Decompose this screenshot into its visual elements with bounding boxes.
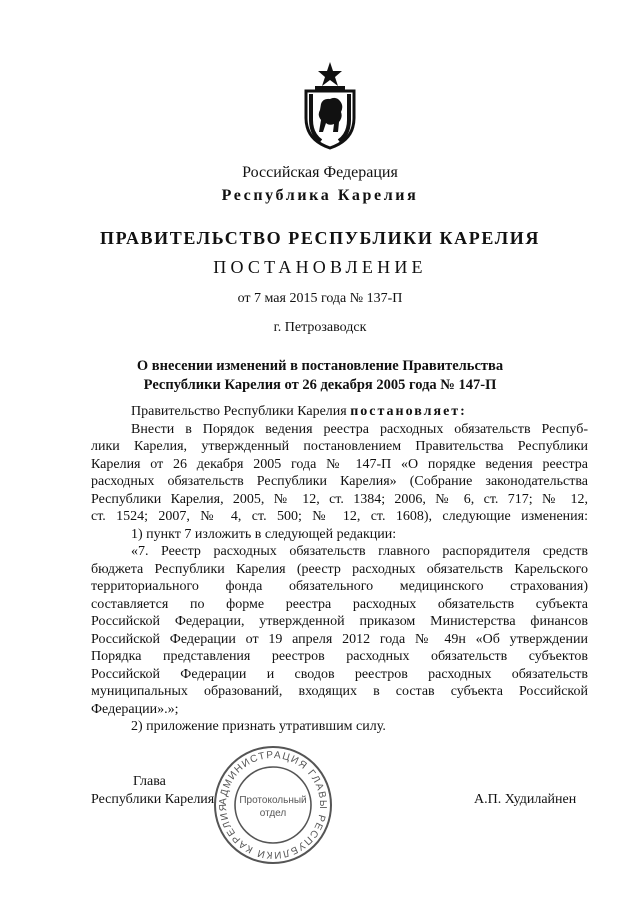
paragraph-line: ст. 1524; 2007, № 4, ст. 500; № 12, ст. 1608), следующие изменения:	[91, 509, 588, 524]
list-item: 1) пункт 7 изложить в следующей редакции:	[131, 526, 397, 542]
document-subject	[0, 357, 640, 395]
stamp-ring-text: АДМИНИСТРАЦИЯ ГЛАВЫ РЕСПУБЛИКИ КАРЕЛИЯ	[217, 749, 329, 861]
country-name: Российская Федерация	[242, 164, 398, 181]
document-date-number: от 7 мая 2015 года № 137-П	[237, 291, 403, 306]
subject-line: Республики Карелия от 26 декабря 2005 года № 147-П	[143, 377, 497, 393]
republic-name: Республика Карелия	[221, 187, 419, 204]
quote-line: Федерации».»;	[91, 701, 179, 717]
intro-text: Правительство Республики Карелия	[131, 404, 347, 419]
signatory-title: Глава	[133, 774, 166, 789]
subject-line: О внесении изменений в постановление Правительства	[136, 358, 504, 374]
paragraph-line: Внести в Порядок ведения реестра расходных обязательств Респуб-	[131, 421, 588, 437]
paragraph-line: Карелия от 26 декабря 2005 года № 147-П «О порядке ведения реестра	[91, 456, 588, 472]
quote-line: составляется по форме реестра расходных обязательств субъекта	[91, 596, 588, 612]
paragraph-line: Республики Карелия, 2005, № 12, ст. 1384; 2006, № 6, ст. 717; № 12,	[91, 491, 588, 507]
signatory-name: А.П. Худилайнен	[474, 792, 577, 807]
government-title: ПРАВИТЕЛЬСТВО РЕСПУБЛИКИ КАРЕЛИЯ	[100, 228, 540, 248]
document-body	[91, 403, 588, 736]
city-name: г. Петрозаводск	[273, 320, 367, 335]
quote-line: Российской Федерации и сводов реестров расходных обязательств	[91, 666, 588, 682]
quote-line: Порядка представления реестров расходных обязательств субъектов	[91, 649, 588, 664]
paragraph-line: лики Карелия, утвержденный постановлением Правительства Республики	[91, 439, 588, 454]
signatory-region: Республики Карелия	[91, 792, 215, 807]
coat-of-arms-emblem	[299, 60, 361, 150]
official-stamp	[210, 742, 336, 868]
stamp-center-text: отдел	[259, 808, 287, 819]
intro-line	[91, 403, 588, 421]
quote-line: территориального фонда обязательного медицинского страхования)	[91, 579, 588, 594]
quote-line: муниципальных образований, входящих в состав субъекта Российской	[91, 684, 588, 699]
quote-line: «7. Реестр расходных обязательств главного распорядителя средств	[131, 544, 588, 559]
list-item: 2) приложение признать утратившим силу.	[131, 719, 386, 734]
quote-line: Российской Федерации, утвержденной приказом Министерства финансов	[91, 614, 588, 629]
stamp-center-text: Протокольный	[239, 795, 307, 806]
paragraph-line: расходных обязательств Республики Карелия» (Собрание законодательства	[91, 474, 588, 489]
document-type: ПОСТАНОВЛЕНИЕ	[213, 257, 427, 277]
quote-line: Российской Федерации от 19 апреля 2012 года № 49н «Об утверждении	[91, 631, 588, 647]
quote-line: бюджета Республики Карелия (реестр расходных обязательств Карельского	[91, 561, 588, 577]
intro-verb: постановляет:	[350, 404, 467, 419]
